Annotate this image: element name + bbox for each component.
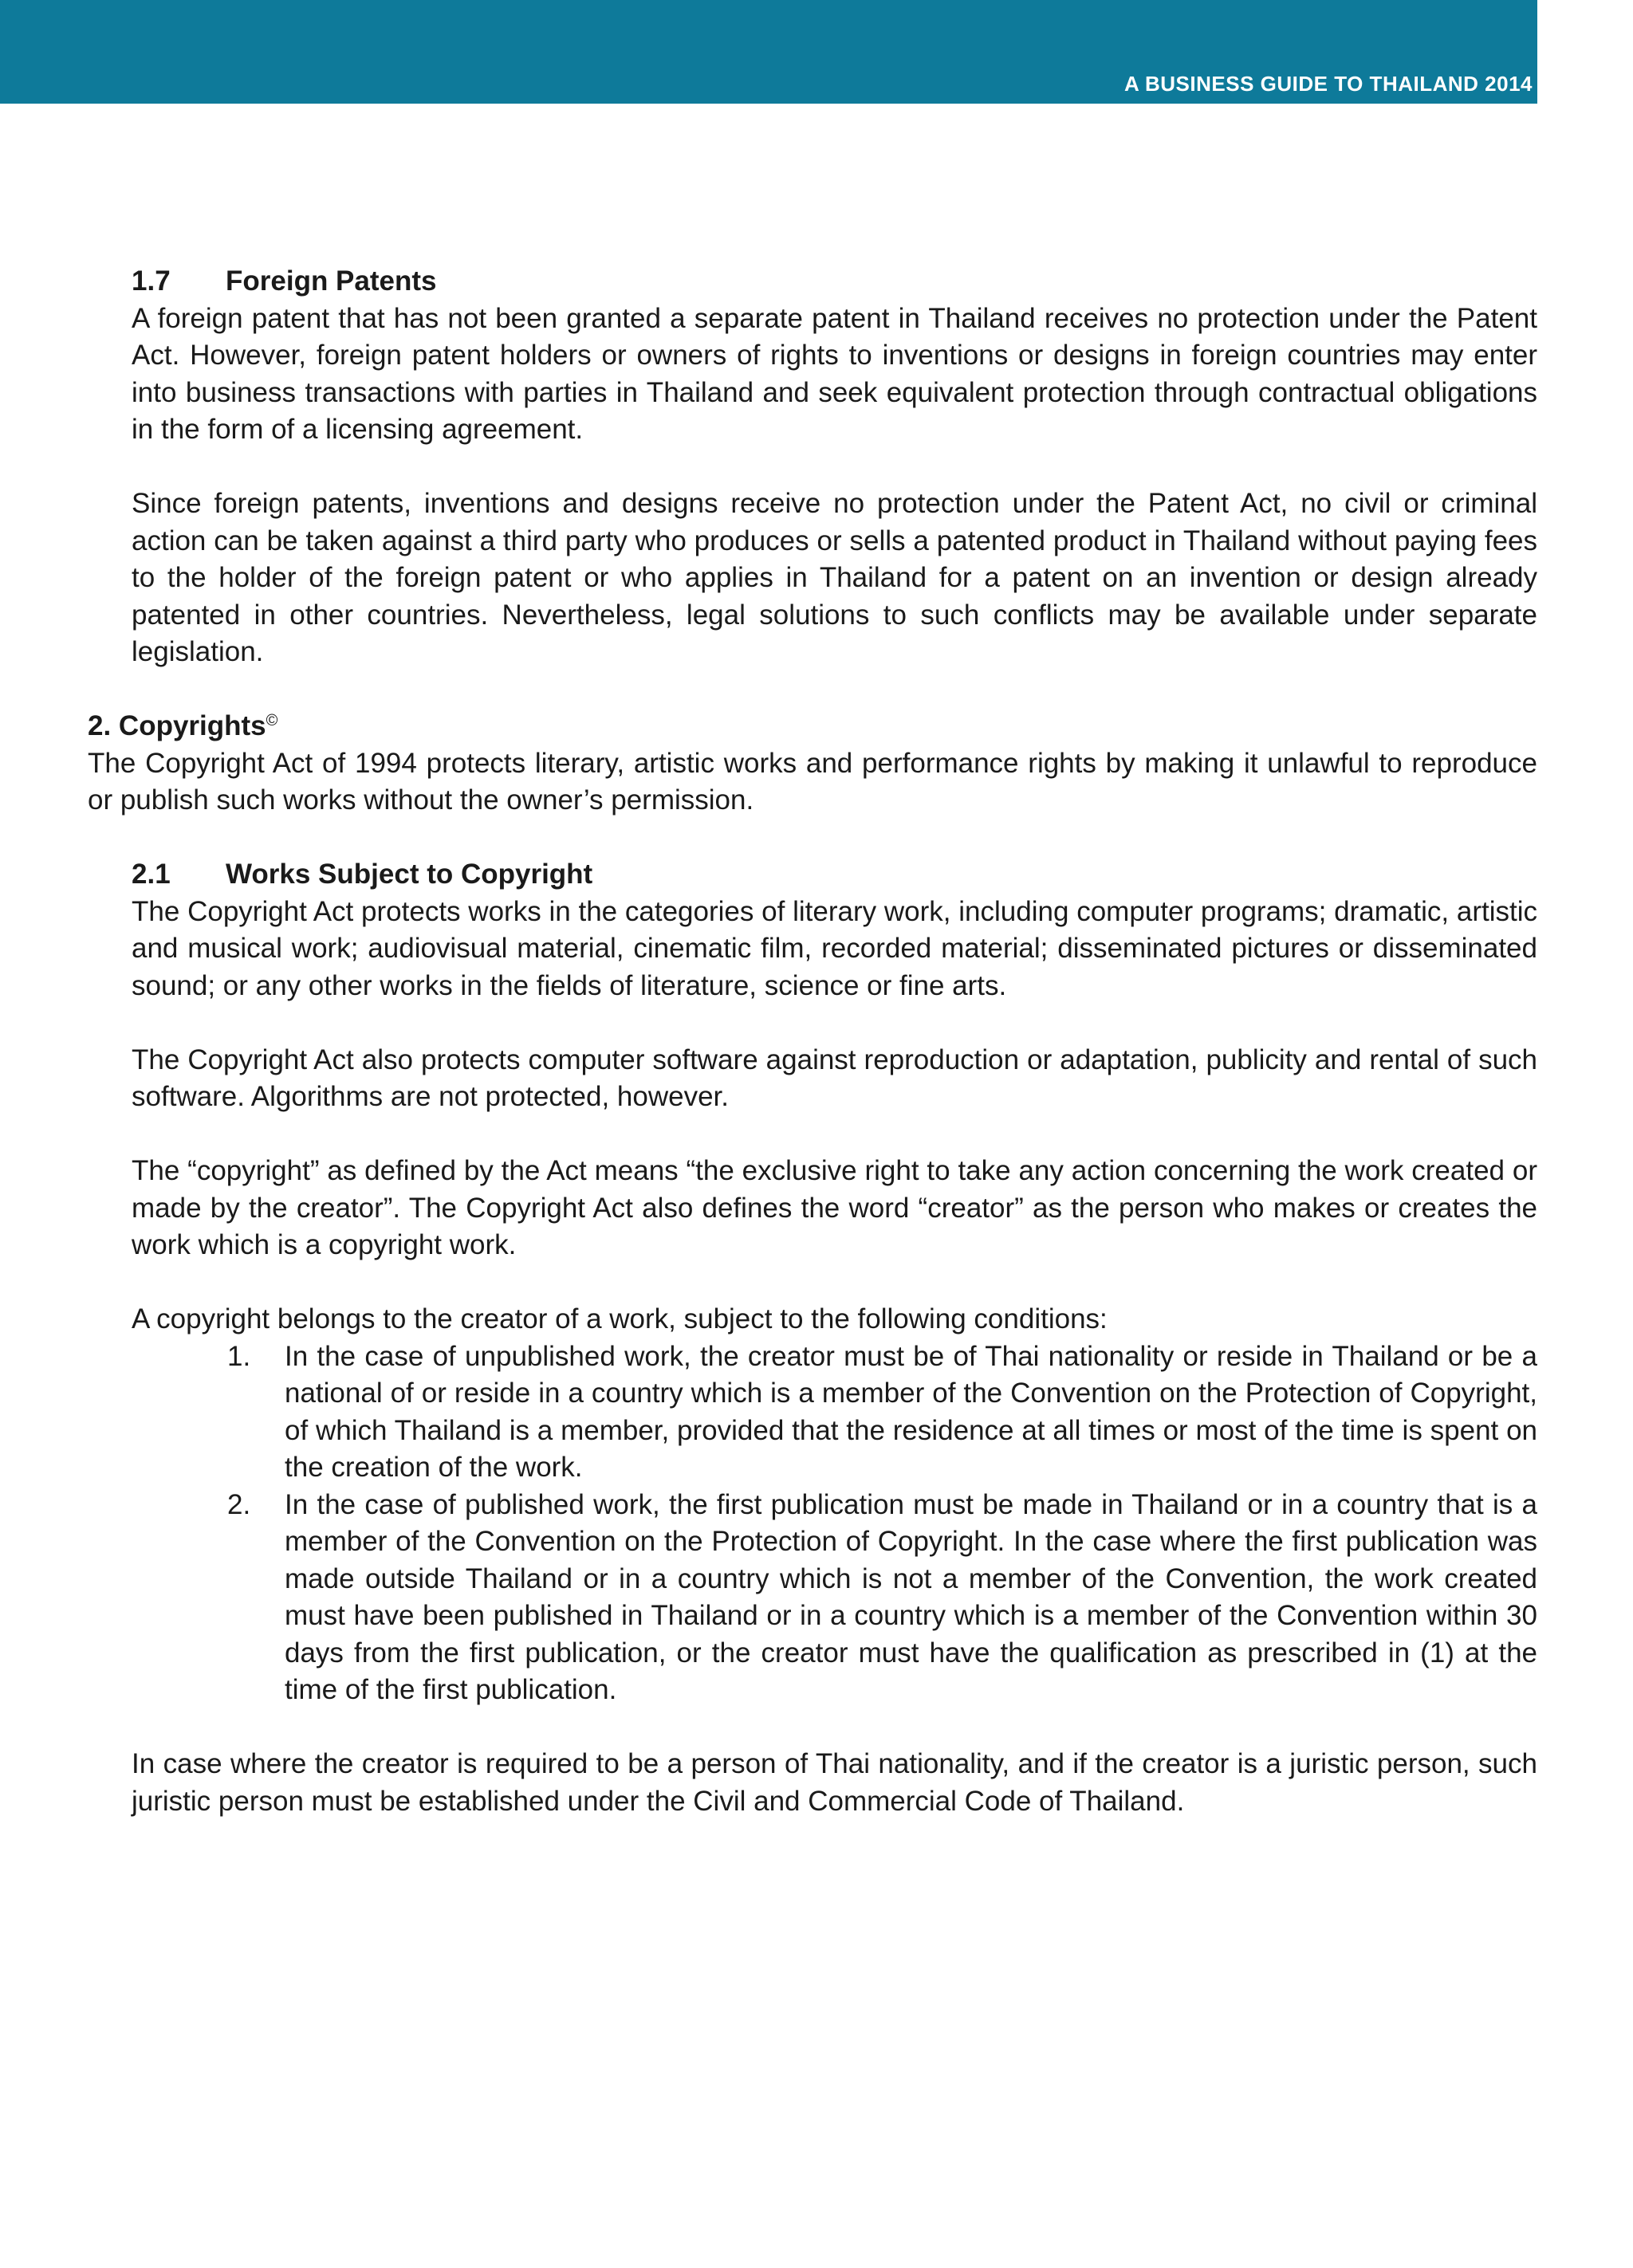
- conditions-list: [132, 1338, 1537, 1709]
- list-item: [132, 1338, 1537, 1487]
- section-number: 2.1: [132, 859, 171, 890]
- paragraph: A foreign patent that has not been granted a separate patent in Thailand receives no protection under the Patent Act. However, foreign patent holders or owners of rights to inventions or designs in foreign countries may enter into business transactions with parties in Thailand and seek equivalent protection through contractual obligations in the form of a licensing agreement.: [132, 302, 1537, 445]
- section-number: 1.7: [132, 265, 171, 297]
- paragraph: The Copyright Act also protects computer software against reproduction or adaptation, publicity and rental of such software. Algorithms are not protected, however.: [132, 1044, 1537, 1112]
- paragraph: A copyright belongs to the creator of a work, subject to the following conditions:: [132, 1303, 1108, 1334]
- list-number: 2.: [227, 1488, 251, 1520]
- section-2-1-heading: [132, 856, 1537, 894]
- paragraph: The “copyright” as defined by the Act means “the exclusive right to take any action concerning the work created or made by the creator”. The Copyright Act also defines the word “creator” as the person who makes or creates the work which is a copyright work.: [132, 1155, 1537, 1260]
- page-number: 65: [1560, 43, 1617, 100]
- list-item: [132, 1487, 1537, 1709]
- section-1-7-heading: [132, 263, 1537, 301]
- section-2-heading: [88, 708, 1537, 745]
- section-2: [88, 708, 1537, 820]
- paragraph: In case where the creator is required to be a person of Thai nationality, and if the creator is a juristic person, such juristic person must be established under the Civil and Commercial Code of Thailand.: [132, 1748, 1537, 1817]
- section-1-7: [132, 263, 1537, 671]
- list-number: 1.: [227, 1340, 251, 1372]
- header-title: A BUSINESS GUIDE TO THAILAND 2014: [1123, 72, 1533, 96]
- closing-section: [132, 1746, 1537, 1820]
- paragraph: The Copyright Act protects works in the categories of literary work, including computer programs; dramatic, artistic and musical work; audiovisual material, cinematic film, recorded material; disseminated pictures or disseminated sound; or any other works in the fields of literature, science or fine arts.: [132, 895, 1537, 1001]
- section-2-1: [132, 856, 1537, 1338]
- paragraph: Since foreign patents, inventions and designs receive no protection under the Patent Act, no civil or criminal action can be taken against a third party who produces or sells a patented product in Thailand without paying fees to the holder of the foreign patent or who applies in Thailand for a patent on an invention or design already patented in other countries. Nevertheless, legal solutions to such conflicts may be available under separate legislation.: [132, 488, 1537, 667]
- copyright-symbol: ©: [266, 712, 278, 729]
- section-title: 2. Copyrights: [88, 710, 266, 741]
- page-content: [88, 263, 1537, 1820]
- section-title: Works Subject to Copyright: [226, 859, 593, 890]
- list-text: In the case of unpublished work, the creator must be of Thai nationality or reside in Thailand or be a national of or reside in a country which is a member of the Convention on the Protection of Copyright, of which Thailand is a member, provided that the residence at all times or most of the time is spent on the creation of the work.: [285, 1340, 1537, 1483]
- section-title: Foreign Patents: [226, 265, 437, 297]
- list-text: In the case of published work, the first publication must be made in Thailand or in a country that is a member of the Convention on the Protection of Copyright. In the case where the first publication was made outside Thailand or in a country which is not a member of the Convention, the work created must have been published in Thailand or in a country which is a member of the Convention within 30 days from the first publication, or the creator must have the qualification as prescribed in (1) at the time of the first publication.: [285, 1488, 1537, 1705]
- paragraph: The Copyright Act of 1994 protects literary, artistic works and performance rights by making it unlawful to reproduce or publish such works without the owner’s permission.: [88, 747, 1537, 816]
